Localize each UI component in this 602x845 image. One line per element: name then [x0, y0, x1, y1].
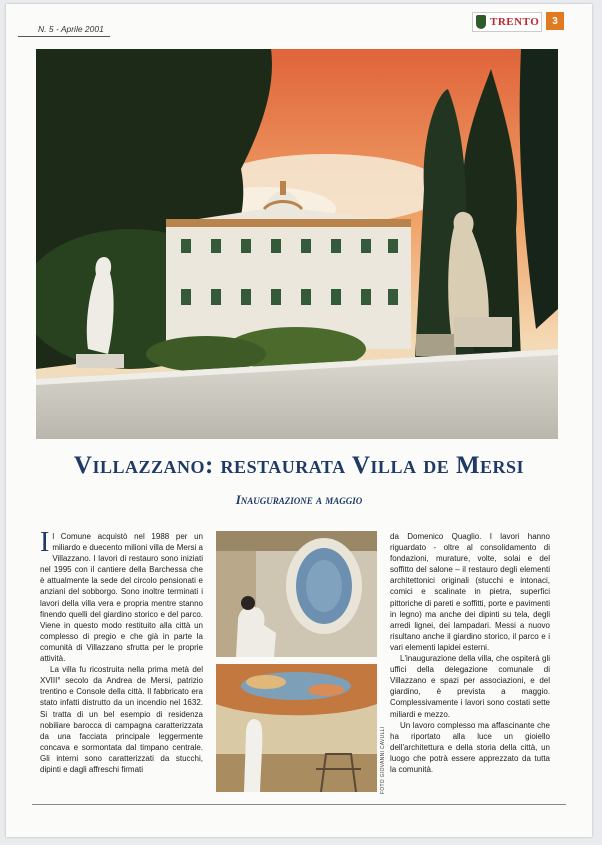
- header-rule: [18, 36, 110, 37]
- paragraph: da Domenico Quaglio. I lavori hanno riguardato - oltre al consolidamento di fondazioni, murature, volte, solai e del soffitto del salone – il restauro degli elementi architettonici originali (stucchi e intonaci, comici e scalinate in pietra, superfici pittoriche di pareti e soffitti, porte e pavimenti in legno) ma anche dei dipinti su tela, degli arredi lignei, dei lampadari. Messi a nuovo risultano anche il giardino storico, il parco e i vari elementi lapidei esterni.: [390, 532, 550, 652]
- photo-credit: FOTO GIOVANNI CAVULLI: [380, 726, 386, 794]
- paragraph: L'inaugurazione della villa, che ospiterà gli uffici della delegazione comunale di Villazzano e spazi per associazioni, e del giardino, è prevista a maggio. Complessivamente i lavori sono costati sette miliardi e mezzo.: [390, 654, 550, 719]
- logo-wordmark: TRENTO: [490, 16, 540, 28]
- article-subtitle: Inaugurazione a maggio: [235, 492, 363, 507]
- restorer-photo: [216, 531, 377, 657]
- villa-photo: [36, 49, 558, 439]
- article-title: Villazzano: restaurata Villa de Mersi: [73, 452, 525, 479]
- issue-label: N. 5 - Aprile 2001: [38, 24, 104, 34]
- trento-logo: [472, 12, 542, 32]
- crest-icon: [476, 15, 486, 29]
- paragraph: La villa fu ricostruita nella prima metà del XVIII° secolo da Andrea de Mersi, patrizio trentino e Console della città. Il fabbricato era stato infatti distrutto da un incendio nel 1632. Si tratta di un bel esempio di residenza nobiliare barocca di campagna caratterizzata da una facciata principale leggermente concava e sormontata dal timpano centrale. Gli interni sono caratterizzati da stucchi, dipinti e dagli affreschi firmati: [40, 665, 203, 774]
- fresco-room-photo: [216, 664, 377, 792]
- drop-cap: I: [40, 527, 50, 558]
- paragraph: Un lavoro complesso ma affascinante che ha riportato alla luce un gioiello dell'architettura e della storia della città, un luogo che potrà essere apprezzato da tutta la comunità.: [390, 720, 550, 774]
- text-column-1: [40, 527, 203, 775]
- page-number-badge: 3: [546, 12, 564, 30]
- paragraph: [40, 527, 203, 664]
- text-column-3: [390, 531, 550, 775]
- footer-rule: [32, 804, 566, 805]
- magazine-page: [6, 4, 592, 837]
- paragraph-text: l Comune acquistò nel 1988 per un miliardo e duecento milioni villa de Mersi a Villazzano. I lavori di restauro sono iniziati nel 1995 con il cantiere della Barchessa che è attualmente la sede del circolo pensionati e anziani del sobborgo. Sono inoltre terminati i lavori della villa vera e propria mentre stanno finendo quelli del giardino storico e del parco. Viene in questo modo restituito alla città un complesso di pregio e che già in parte la comunità di Villazzano sfrutta per le proprie attività.: [40, 532, 203, 664]
